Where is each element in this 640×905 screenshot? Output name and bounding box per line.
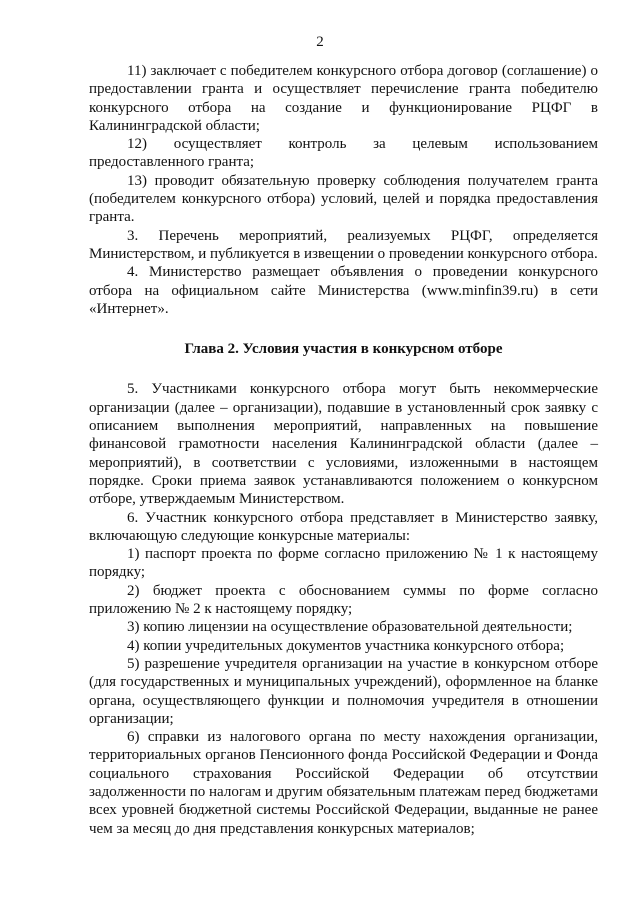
- paragraph-subitem-5: 5) разрешение учредителя организации на участие в конкурсном отборе (для государственных и муниципальных учреждений), оформленное на бланке органа, осуществляющего функции и полномочия учредителя в отношении организации;: [89, 655, 598, 727]
- paragraph-subitem-4: 4) копии учредительных документов участника конкурсного отбора;: [127, 637, 565, 654]
- page-number: 2: [316, 34, 324, 50]
- paragraph-subitem-1: 1) паспорт проекта по форме согласно приложению № 1 к настоящему порядку;: [89, 546, 598, 581]
- paragraph-clause-5: 5. Участниками конкурсного отбора могут быть некоммерческие организации (далее – организации), подавшие в установленный срок заявку с описанием выполнения мероприятий, направленных на повышение финансовой грамотности населения Калининградской области (далее – мероприятий), в соответствии с условиями, изложенными в настоящем порядке. Сроки приема заявок устанавливаются положением о конкурсном отборе, утверждаемым Министерством.: [89, 381, 598, 508]
- paragraph-item-11: 11) заключает с победителем конкурсного отбора договор (соглашение) о предоставлении гранта и осуществляет перечисление гранта победителю конкурсного отбора на создание и функционирование РЦФГ в Калининградской области;: [89, 63, 598, 134]
- paragraph-subitem-2: 2) бюджет проекта с обоснованием суммы по форме согласно приложению № 2 к настоящему порядку;: [89, 582, 598, 618]
- chapter-title: Глава 2. Условия участия в конкурсном отборе: [184, 341, 503, 358]
- paragraph-clause-3: 3. Перечень мероприятий, реализуемых РЦФГ, определяется Министерством, и публикуется в извещении о проведении конкурсного отбора.: [89, 227, 598, 262]
- paragraph-clause-4: 4. Министерство размещает объявления о проведении конкурсного отбора на официальном сайте Министерства (www.minfin39.ru) в сети «Интернет».: [89, 264, 598, 317]
- document-body: [89, 62, 598, 838]
- paragraph-subitem-3: 3) копию лицензии на осуществление образовательной деятельности;: [127, 619, 573, 636]
- paragraph-item-12: 12) осуществляет контроль за целевым использованием предоставленного гранта;: [89, 136, 598, 171]
- paragraph-subitem-6: 6) справки из налогового органа по месту нахождения организации, территориальных органов Пенсионного фонда Российской Федерации и Фонда социального страхования Российской Федерации об отсутствии задолженности по налогам и другим обязательным платежам перед бюджетами всех уровней бюджетной системы Российской Федерации, выданные не ранее чем за месяц до дня представления конкурсных материалов;: [89, 729, 598, 837]
- paragraph-clause-6: 6. Участник конкурсного отбора представляет в Министерство заявку, включающую следующие конкурсные материалы:: [89, 509, 598, 544]
- paragraph-item-13: 13) проводит обязательную проверку соблюдения получателем гранта (победителем конкурсного отбора) условий, целей и порядка предоставления гранта.: [89, 172, 598, 226]
